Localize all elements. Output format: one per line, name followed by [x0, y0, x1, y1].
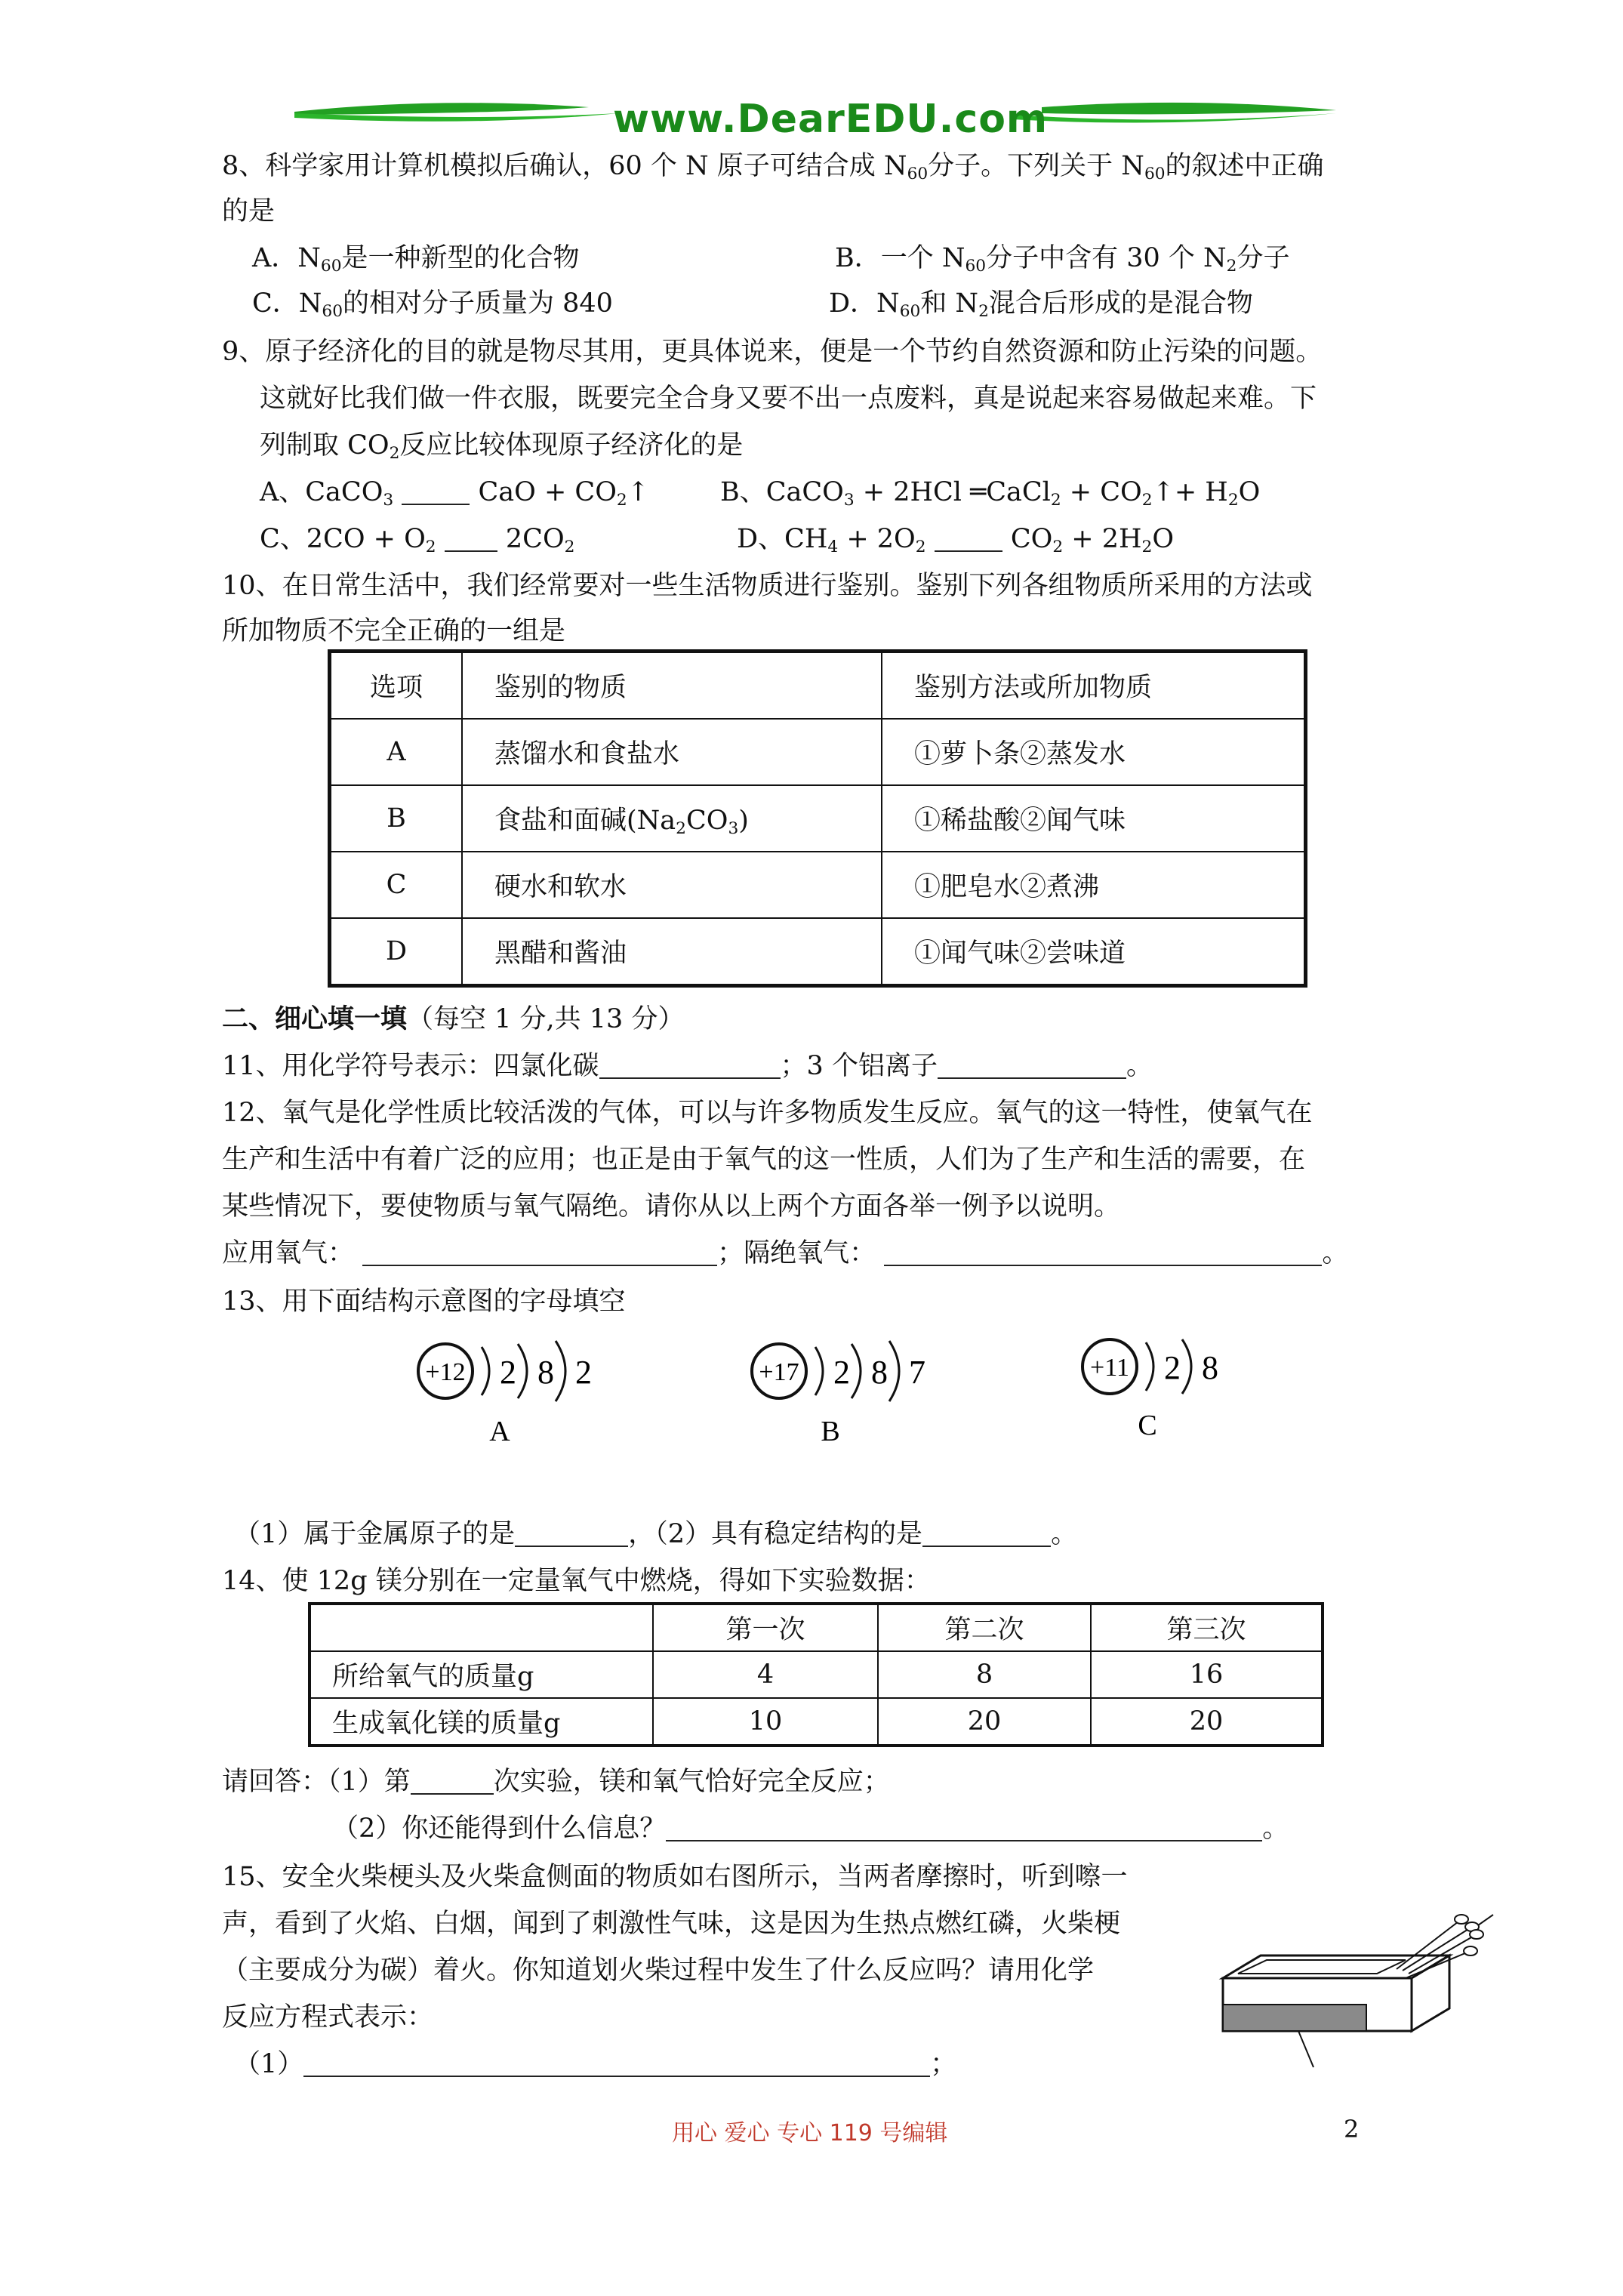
table-header-cell: 第一次	[653, 1604, 878, 1651]
table-cell: 20	[1091, 1698, 1323, 1746]
q11-line: 11、用化学符号表示：四氯化碳 ；3 个铝离子 。	[222, 1051, 1153, 1081]
page-number: 2	[1344, 2115, 1360, 2143]
q9-option-c: C、$2CO + O_2$ $2CO_2$	[260, 524, 575, 557]
table-header-cell: 鉴别的物质	[462, 652, 882, 720]
q12-line2: 生产和生活中有着广泛的应用；也正是由于氧气的这一性质，人们为了生产和生活的需要，在	[222, 1145, 1306, 1175]
table-cell-option: A	[330, 719, 463, 785]
q14-answer-1: 请回答：（1）第 次实验，镁和氧气恰好完全反应；	[222, 1767, 890, 1797]
table-header-cell: 第三次	[1091, 1604, 1323, 1651]
table-cell: 4	[653, 1651, 878, 1698]
table-row	[310, 1651, 1323, 1698]
atom-diagram-a	[418, 1341, 592, 1447]
table-row-label: 生成氧化镁的质量g	[310, 1698, 653, 1746]
q14-title: 14、使 12g 镁分别在一定量氧气中燃烧，得如下实验数据：	[222, 1566, 931, 1596]
table-header-cell	[310, 1604, 653, 1651]
table-cell-method: ①稀盐酸②闻气味	[882, 785, 1306, 852]
nucleus-label: +11	[1090, 1354, 1129, 1382]
shell-electrons: 8	[871, 1354, 888, 1391]
header-logo-text: www.DearEDU.com	[613, 97, 1049, 142]
table-header-cell: 选项	[330, 652, 463, 720]
q8-option-c: C．$N_{60}$的相对分子质量为 840	[252, 288, 613, 322]
q15-answer-1: （1） ；	[234, 2049, 957, 2079]
table-cell: 20	[878, 1698, 1091, 1746]
table-cell-method: ①萝卜条②蒸发水	[882, 719, 1306, 785]
q9-line1: 9、原子经济化的目的就是物尽其用，更具体说来，便是一个节约自然资源和防止污染的问题。	[222, 337, 1323, 367]
nucleus-label: +17	[759, 1358, 799, 1386]
q8-option-d: D．$N_{60}$和 $N_2$混合后形成的是混合物	[829, 288, 1253, 322]
q13-answer-line: （1）属于金属原子的是 ，（2）具有稳定结构的是 。	[234, 1519, 1078, 1549]
atom-structure-diagrams	[408, 1329, 1276, 1457]
q14-table-header-row	[310, 1604, 1323, 1651]
q9-option-a: A、CaCO$_3$ CaO + $CO_2↑$	[260, 477, 650, 510]
nucleus-label: +12	[425, 1358, 466, 1386]
table-cell-option: B	[330, 785, 463, 852]
q10-line2: 所加物质不完全正确的一组是	[222, 616, 566, 646]
q15-line1: 15、安全火柴梗头及火柴盒侧面的物质如右图所示，当两者摩擦时，听到嚓一	[222, 1862, 1128, 1892]
q9-line2: 这就好比我们做一件衣服，既要完全合身又要不出一点废料，真是说起来容易做起来难。下	[260, 384, 1317, 414]
q9-option-d: D、$CH_4 + 2O_2$ $CO_2 + 2H_2O$	[737, 524, 1175, 557]
atom-label: A	[489, 1416, 510, 1447]
q15-line3: （主要成分为碳）着火。你知道划火柴过程中发生了什么反应吗？请用化学	[222, 1955, 1095, 1986]
q9-line3: 列制取 $CO_2$反应比较体现原子经济化的是	[260, 430, 744, 464]
q10-table	[328, 649, 1307, 988]
table-row	[310, 1698, 1323, 1746]
q9-option-b: B、CaCO$_3$ + 2HCl ═CaCl$_2$ + $CO_2↑+ H_2O$	[720, 477, 1261, 510]
table-row	[330, 918, 1306, 986]
atom-diagram-b	[752, 1341, 925, 1447]
q15-line4: 反应方程式表示：	[222, 2002, 434, 2032]
table-header-cell: 鉴别方法或所加物质	[882, 652, 1306, 720]
table-row-label: 所给氧气的质量g	[310, 1651, 653, 1698]
table-row	[330, 719, 1306, 785]
q14-data-table	[308, 1602, 1324, 1747]
q8-option-b: B．一个 $N_{60}$分子中含有 30 个 $N_2$分子	[835, 243, 1290, 276]
table-cell-option: C	[330, 852, 463, 918]
q8-stem-line1: 8、科学家用计算机模拟后确认，60 个 N 原子可结合成 $N_{60}$分子。下列关于 $N_{60}$的叙述中正确	[222, 151, 1324, 184]
q8-stem-line2: 的是	[222, 196, 276, 227]
table-cell-substances: 蒸馏水和食盐水	[462, 719, 882, 785]
shell-electrons: 8	[537, 1354, 554, 1391]
table-row	[330, 785, 1306, 852]
table-cell: 16	[1091, 1651, 1323, 1698]
shell-electrons: 7	[909, 1354, 925, 1391]
section-2-heading: 二、细心填一填（每空 1 分,共 13 分）	[222, 1003, 685, 1034]
shell-electrons: 2	[1164, 1349, 1181, 1386]
table-cell-substances: 硬水和软水	[462, 852, 882, 918]
q13-title: 13、用下面结构示意图的字母填空	[222, 1287, 626, 1317]
table-cell: 8	[878, 1651, 1091, 1698]
q15-line2: 声，看到了火焰、白烟，闻到了刺激性气味，这是因为生热点燃红磷，火柴梗	[222, 1909, 1121, 1939]
q14-answer-2: （2）你还能得到什么信息？ 。	[332, 1814, 1289, 1844]
atom-diagram-c	[1083, 1339, 1218, 1441]
table-cell-method: ①闻气味②尝味道	[882, 918, 1306, 986]
table-cell-option: D	[330, 918, 463, 986]
shell-electrons: 2	[833, 1354, 850, 1391]
q12-line1: 12、氧气是化学性质比较活泼的气体，可以与许多物质发生反应。氧气的这一特性，使氧气在	[222, 1098, 1313, 1128]
atom-label: C	[1138, 1410, 1157, 1441]
table-cell: 10	[653, 1698, 878, 1746]
q12-line3: 某些情况下，要使物质与氧气隔绝。请你从以上两个方面各举一例予以说明。	[222, 1191, 1121, 1222]
q12-line4: 应用氧气： ；隔绝氧气： 。	[222, 1238, 1349, 1268]
q10-table-header-row	[330, 652, 1306, 720]
table-cell-method: ①肥皂水②煮沸	[882, 852, 1306, 918]
table-row	[330, 852, 1306, 918]
shell-electrons: 8	[1202, 1349, 1218, 1386]
table-cell-substances: 黑醋和酱油	[462, 918, 882, 986]
q10-line1: 10、在日常生活中，我们经常要对一些生活物质进行鉴别。鉴别下列各组物质所采用的方法或	[222, 571, 1313, 601]
atom-label: B	[821, 1416, 840, 1447]
footer-text: 用心 爱心 专心 119 号编辑	[672, 2120, 948, 2147]
table-cell-substances: 食盐和面碱$(Na_2CO_3)$	[462, 785, 882, 852]
shell-electrons: 2	[500, 1354, 516, 1391]
shell-electrons: 2	[575, 1354, 592, 1391]
matchbox-illustration	[1208, 1880, 1495, 2069]
table-header-cell: 第二次	[878, 1604, 1091, 1651]
q8-option-a: A．$N_{60}$是一种新型的化合物	[252, 243, 580, 276]
